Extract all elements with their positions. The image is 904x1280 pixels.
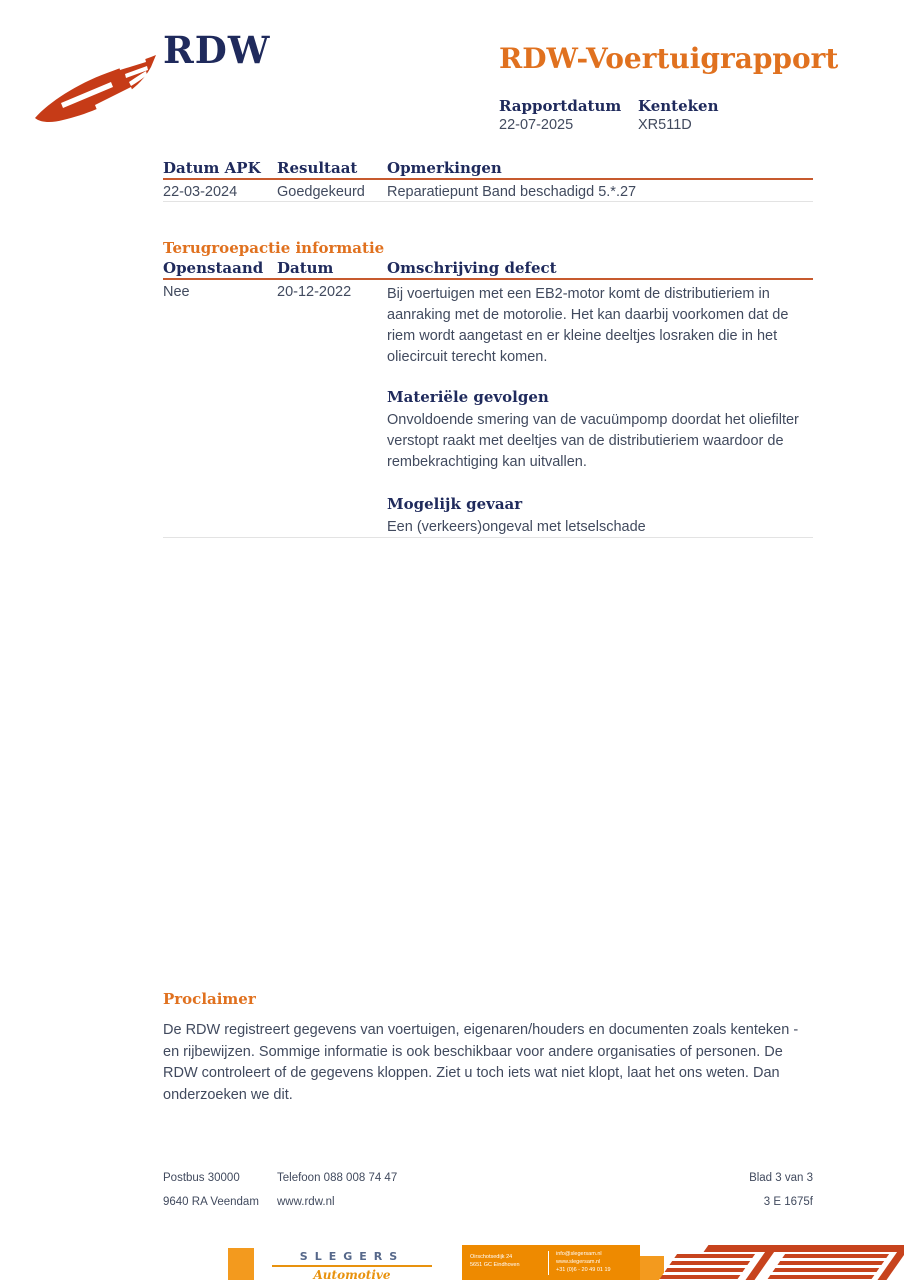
table-row-apk-resultaat: Goedgekeurd xyxy=(277,184,365,200)
recall-bottom-rule xyxy=(163,537,813,538)
rapportdatum-label: Rapportdatum xyxy=(499,97,622,115)
rdw-feather-logo-icon xyxy=(33,54,159,128)
dealer-tagline: Automotive xyxy=(313,1268,391,1280)
rapportdatum-value: 22-07-2025 xyxy=(499,117,574,133)
recall-header-datum: Datum xyxy=(277,259,334,277)
footer-page-indicator: Blad 3 van 3 xyxy=(749,1172,813,1184)
footer-doc-code: 3 E 1675f xyxy=(763,1196,813,1208)
dealer-logo-block xyxy=(262,1245,462,1280)
materiele-gevolgen-text: Onvoldoende smering van de vacuümpomp doordat het oliefilter verstopt raakt met deeltjes van de distributieriem waardoor de rembekrachtiging kan uitvallen. xyxy=(387,412,799,470)
footer-website: www.rdw.nl xyxy=(277,1196,335,1208)
apk-header-datum: Datum APK xyxy=(163,159,261,177)
recall-header-rule xyxy=(163,278,813,280)
footer-postbus: Postbus 30000 xyxy=(163,1172,240,1184)
apk-header-resultaat: Resultaat xyxy=(277,159,358,177)
table-row-apk-datum: 22-03-2024 xyxy=(163,184,238,200)
mogelijk-gevaar-heading: Mogelijk gevaar xyxy=(387,495,523,513)
apk-header-rule xyxy=(163,178,813,180)
dealer-name: SLEGERS xyxy=(299,1250,405,1263)
mogelijk-gevaar-text: Een (verkeers)ongeval met letselschade xyxy=(387,519,646,535)
dealer-website: www.slegersam.nl xyxy=(556,1259,601,1265)
dealer-address-line2: 5651 GC Eindhoven xyxy=(470,1262,520,1268)
materiele-gevolgen-heading: Materiële gevolgen xyxy=(387,388,549,406)
proclaimer-text: De RDW registreert gegevens van voertuigen, eigenaren/houders en documenten zoals kenteken - en rijbewijzen. Sommige informatie is ook beschikbaar voor andere organisaties of personen. De RDW controleert of de gegevens kloppen. Ziet u toch iets wat niet klopt, laat het ons weten. Dan onderzoeken we dit. xyxy=(163,1022,799,1103)
banner-orange-square-left xyxy=(228,1248,254,1280)
kenteken-label: Kenteken xyxy=(638,97,719,115)
dealer-contact-divider xyxy=(548,1251,549,1275)
dealer-contact-block xyxy=(462,1245,640,1280)
footer-phone: Telefoon 088 008 74 47 xyxy=(277,1172,398,1184)
page-title: RDW-Voertuigrapport xyxy=(499,42,839,75)
dealer-address-line1: Oirschotsedijk 24 xyxy=(470,1254,513,1260)
table-row-recall-openstaand: Nee xyxy=(163,284,190,300)
footer-city: 9640 RA Veendam xyxy=(163,1196,259,1208)
dealer-phone: +31 (0)6 - 20 49 01 19 xyxy=(556,1267,611,1273)
recall-section-heading: Terugroepactie informatie xyxy=(163,239,385,257)
table-row-apk-opmerking: Reparatiepunt Band beschadigd 5.*.27 xyxy=(387,184,637,200)
banner-stripe-group-2 xyxy=(767,1254,889,1280)
banner-stripe-bar xyxy=(704,1245,904,1252)
table-row-recall-datum: 20-12-2022 xyxy=(277,284,352,300)
recall-header-omschrijving: Omschrijving defect xyxy=(387,259,557,277)
banner-stripe-group-1 xyxy=(659,1254,755,1280)
recall-defect-text: Bij voertuigen met een EB2-motor komt de distributieriem in aanraking met de motorolie. Het kan daarbij voorkomen dat de riem wordt aangetast en er kleine deeltjes losraken die in het oliecircuit terecht komen. xyxy=(387,286,789,365)
dealer-email: info@slegersam.nl xyxy=(556,1251,602,1257)
kenteken-value: XR511D xyxy=(638,117,692,133)
rdw-brand-wordmark: RDW xyxy=(163,28,271,72)
recall-header-openstaand: Openstaand xyxy=(163,259,264,277)
dealer-logo-underline xyxy=(272,1265,432,1267)
apk-header-opmerkingen: Opmerkingen xyxy=(387,159,502,177)
apk-row-rule xyxy=(163,201,813,202)
proclaimer-heading: Proclaimer xyxy=(163,990,256,1008)
